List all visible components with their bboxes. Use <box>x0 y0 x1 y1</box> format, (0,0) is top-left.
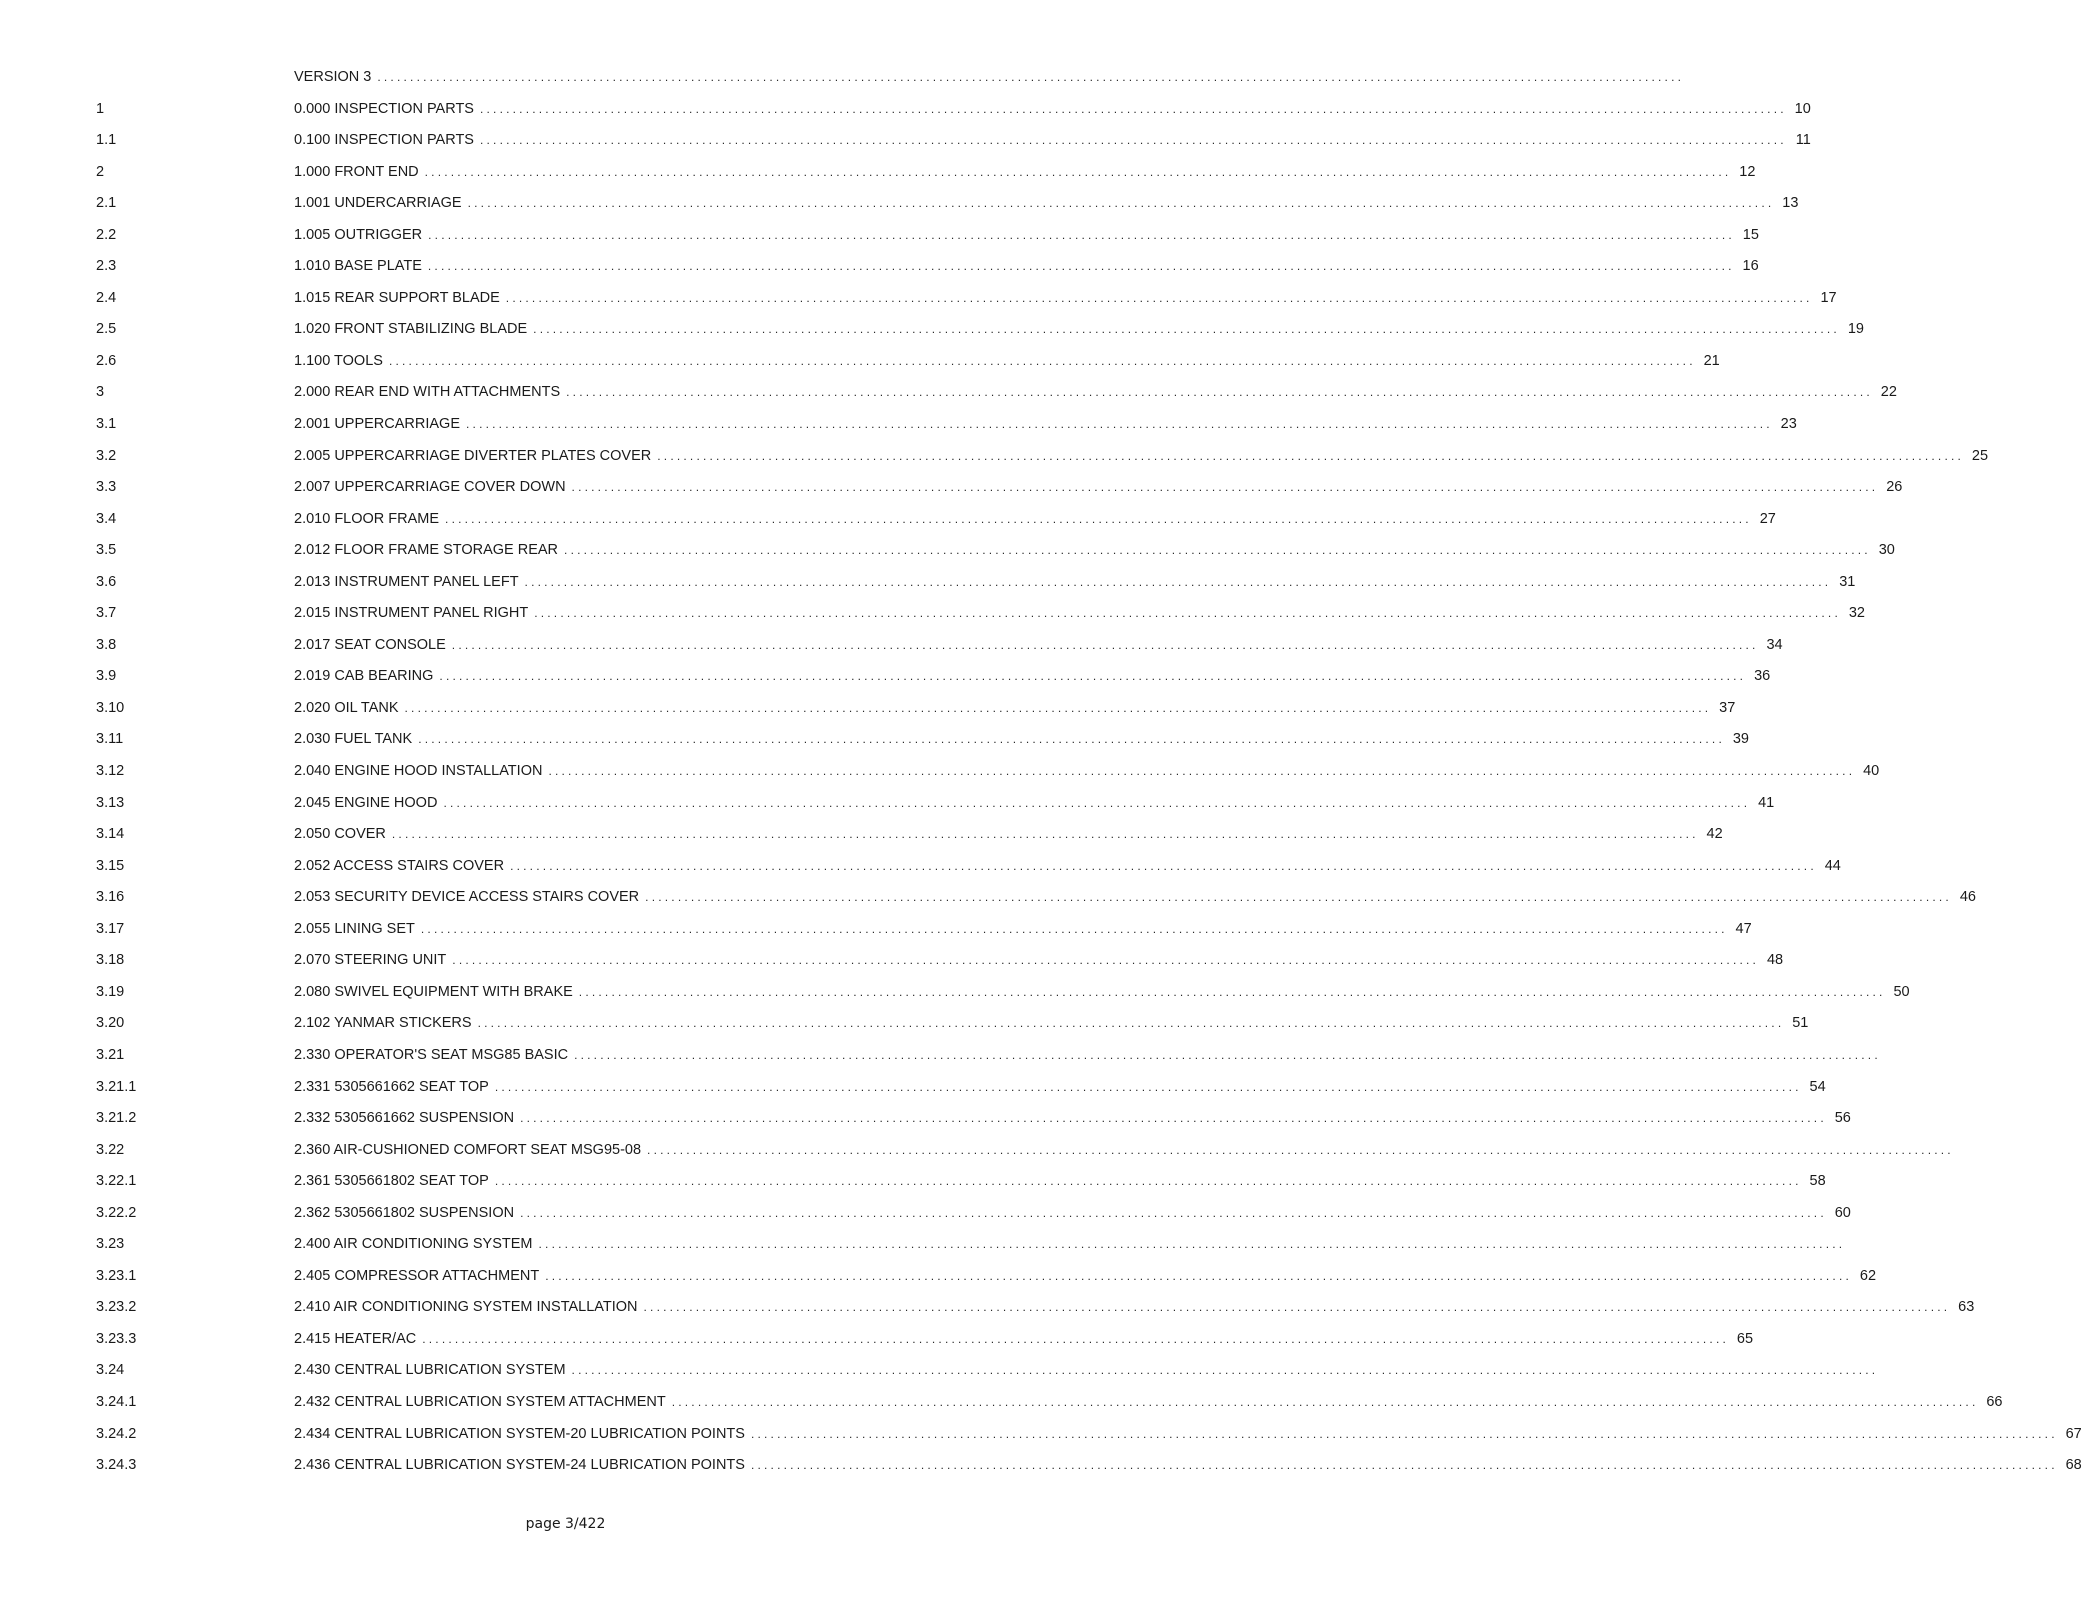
toc-entry-number: 3.23 <box>96 1236 125 1253</box>
toc-entry-number: 3.14 <box>96 826 125 843</box>
toc-entry-line <box>294 283 1837 315</box>
toc-leader-dots: ........................................................................................................................................................................................................ <box>564 543 1871 558</box>
toc-entry[interactable] <box>0 157 1756 189</box>
toc-leader-dots: ........................................................................................................................................................................................................ <box>520 1111 1827 1126</box>
toc-entry-number: 3.23.3 <box>96 1330 137 1347</box>
toc-entry-number: 2.1 <box>96 195 117 212</box>
toc-entry[interactable] <box>0 851 1841 883</box>
toc-entry-title: 2.017 SEAT CONSOLE <box>294 636 446 653</box>
toc-entry-line <box>294 504 1776 536</box>
toc-entry-line <box>294 851 1841 883</box>
toc-entry-title: 2.007 UPPERCARRIAGE COVER DOWN <box>294 479 566 496</box>
toc-entry-title: 2.080 SWIVEL EQUIPMENT WITH BRAKE <box>294 983 573 1000</box>
toc-entry-line <box>294 1229 1846 1261</box>
toc-entry-title: 2.331 5305661662 SEAT TOP <box>294 1078 489 1095</box>
toc-entry[interactable] <box>0 977 1910 1009</box>
toc-entry-title: 1.020 FRONT STABILIZING BLADE <box>294 321 528 338</box>
toc-entry-page: 67 <box>2065 1425 2082 1442</box>
toc-entry-line <box>294 220 1759 252</box>
toc-entry-page: 17 <box>1820 289 1837 306</box>
toc-entry-page: 50 <box>1893 983 1910 1000</box>
toc-entry-page: 60 <box>1834 1204 1851 1221</box>
toc-entry[interactable] <box>0 62 1685 94</box>
toc-entry-number: 2.4 <box>96 289 117 306</box>
toc-entry[interactable] <box>0 724 1749 756</box>
toc-entry-title: 2.053 SECURITY DEVICE ACCESS STAIRS COVER <box>294 889 640 906</box>
toc-entry[interactable] <box>0 1229 1846 1261</box>
toc-entry-page: 66 <box>1986 1393 2003 1410</box>
toc-entry-title: 2.012 FLOOR FRAME STORAGE REAR <box>294 542 559 559</box>
toc-entry-page: 19 <box>1847 321 1864 338</box>
toc-entry-page: 27 <box>1759 510 1776 527</box>
toc-leader-dots: ........................................................................................................................................................................................................ <box>571 480 1879 495</box>
toc-entry[interactable] <box>0 945 1784 977</box>
table-of-contents <box>0 62 2082 1482</box>
toc-entry-number: 3.21.2 <box>96 1110 137 1127</box>
toc-entry[interactable] <box>0 409 1797 441</box>
toc-leader-dots: ........................................................................................................................................................................................................ <box>566 385 1873 400</box>
toc-entry-page: 37 <box>1719 699 1736 716</box>
toc-entry-number: 1 <box>96 100 105 117</box>
toc-entry-line <box>294 914 1752 946</box>
toc-leader-dots: ........................................................................................................................................................................................................ <box>467 196 1775 211</box>
toc-entry[interactable] <box>0 788 1775 820</box>
toc-entry-title: 1.000 FRONT END <box>294 163 419 180</box>
toc-entry[interactable] <box>0 1198 1851 1230</box>
toc-leader-dots: ........................................................................................................................................................................................................ <box>427 259 1735 274</box>
toc-entry-title: 1.001 UNDERCARRIAGE <box>294 195 462 212</box>
toc-entry-number: 3.22.1 <box>96 1173 137 1190</box>
toc-entry-number: 3.1 <box>96 416 117 433</box>
toc-entry-line <box>294 945 1784 977</box>
toc-entry-title: 1.005 OUTRIGGER <box>294 226 423 243</box>
toc-entry-line <box>294 1198 1851 1230</box>
toc-leader-dots: ........................................................................................................................................................................................................ <box>439 669 1747 684</box>
toc-entry[interactable] <box>0 914 1752 946</box>
toc-leader-dots: ........................................................................................................................................................................................................ <box>571 1363 1879 1378</box>
toc-entry[interactable] <box>0 630 1783 662</box>
toc-entry-page: 40 <box>1863 763 1880 780</box>
toc-entry-page: 54 <box>1809 1078 1826 1095</box>
toc-entry-page: 16 <box>1742 258 1759 275</box>
toc-entry-number: 3.19 <box>96 983 125 1000</box>
toc-entry[interactable] <box>0 756 1880 788</box>
toc-entry-title: 1.010 BASE PLATE <box>294 258 422 275</box>
toc-entry-line <box>294 472 1903 504</box>
toc-entry-line <box>294 598 1865 630</box>
toc-entry[interactable] <box>0 188 1799 220</box>
toc-entry-line <box>294 693 1736 725</box>
toc-entry-line <box>294 882 1976 914</box>
toc-entry-title: 2.010 FLOOR FRAME <box>294 510 440 527</box>
toc-entry-title: 1.100 TOOLS <box>294 352 383 369</box>
toc-entry-line <box>294 441 1989 473</box>
toc-leader-dots: ........................................................................................................................................................................................................ <box>548 764 1856 779</box>
toc-entry-line <box>294 724 1749 756</box>
toc-entry[interactable] <box>0 283 1837 315</box>
toc-entry-page: 31 <box>1839 573 1856 590</box>
toc-entry-number: 3.18 <box>96 952 125 969</box>
toc-entry-number: 3.5 <box>96 542 117 559</box>
toc-entry[interactable] <box>0 1103 1851 1135</box>
toc-entry-number: 3.12 <box>96 763 125 780</box>
toc-entry[interactable] <box>0 1292 1975 1324</box>
toc-entry[interactable] <box>0 1355 1879 1387</box>
toc-entry-page: 21 <box>1703 352 1720 369</box>
toc-entry-line <box>294 62 1685 94</box>
toc-entry[interactable] <box>0 1040 1881 1072</box>
toc-entry[interactable] <box>0 94 1811 126</box>
toc-leader-dots: ........................................................................................................................................................................................................ <box>578 984 1886 999</box>
toc-entry-title: 2.045 ENGINE HOOD <box>294 794 438 811</box>
toc-leader-dots: ........................................................................................................................................................................................................ <box>479 133 1787 148</box>
toc-entry-line <box>294 1008 1809 1040</box>
toc-entry[interactable] <box>0 1419 2082 1451</box>
toc-entry-page: 44 <box>1824 857 1841 874</box>
toc-entry-line <box>294 630 1783 662</box>
toc-entry-number: 3.7 <box>96 605 117 622</box>
toc-leader-dots: ........................................................................................................................................................................................................ <box>520 1205 1827 1220</box>
toc-entry-page: 10 <box>1794 100 1811 117</box>
toc-entry-line <box>294 251 1759 283</box>
toc-entry[interactable] <box>0 535 1895 567</box>
page-number: page 3/422 <box>525 1516 606 1532</box>
toc-entry-line <box>294 819 1723 851</box>
toc-entry-page: 12 <box>1739 163 1756 180</box>
toc-entry[interactable] <box>0 504 1776 536</box>
toc-leader-dots: ........................................................................................................................................................................................................ <box>494 1174 1802 1189</box>
toc-entry-number: 3.3 <box>96 479 117 496</box>
toc-entry[interactable] <box>0 251 1759 283</box>
toc-entry-number: 3.21.1 <box>96 1078 137 1095</box>
toc-leader-dots: ........................................................................................................................................................................................................ <box>404 700 1712 715</box>
toc-entry-page: 63 <box>1958 1299 1975 1316</box>
toc-leader-dots: ........................................................................................................................................................................................................ <box>418 732 1725 747</box>
toc-entry-page: 58 <box>1809 1173 1826 1190</box>
toc-entry-line <box>294 1419 2082 1451</box>
toc-entry-title: 2.330 OPERATOR'S SEAT MSG85 BASIC <box>294 1046 569 1063</box>
toc-leader-dots: ........................................................................................................................................................................................................ <box>750 1458 2058 1473</box>
toc-entry[interactable] <box>0 125 1811 157</box>
toc-leader-dots: ........................................................................................................................................................................................................ <box>545 1268 1853 1283</box>
toc-entry-line <box>294 535 1895 567</box>
toc-entry-line <box>294 1450 2082 1482</box>
toc-leader-dots: ........................................................................................................................................................................................................ <box>657 448 1965 463</box>
toc-entry-number: 2 <box>96 163 105 180</box>
toc-leader-dots: ........................................................................................................................................................................................................ <box>750 1426 2058 1441</box>
toc-leader-dots: ........................................................................................................................................................................................................ <box>524 574 1832 589</box>
toc-entry-line <box>294 1261 1877 1293</box>
toc-entry-title: 2.405 COMPRESSOR ATTACHMENT <box>294 1267 540 1284</box>
toc-leader-dots: ........................................................................................................................................................................................................ <box>466 417 1773 432</box>
toc-entry-page: 51 <box>1792 1015 1809 1032</box>
toc-entry-number: 3.4 <box>96 510 117 527</box>
toc-entry[interactable] <box>0 819 1723 851</box>
toc-entry-number: 3.21 <box>96 1046 125 1063</box>
toc-entry[interactable] <box>0 598 1865 630</box>
toc-entry-number: 3.11 <box>96 731 124 748</box>
toc-entry-page: 25 <box>1971 447 1989 464</box>
toc-entry-number: 3.16 <box>96 889 125 906</box>
toc-entry-title: 0.000 INSPECTION PARTS <box>294 100 474 117</box>
toc-entry-page: 22 <box>1880 384 1897 401</box>
toc-entry-page: 62 <box>1859 1267 1877 1284</box>
toc-leader-dots: ........................................................................................................................................................................................................ <box>377 70 1685 84</box>
toc-entry-title: 2.415 HEATER/AC <box>294 1330 417 1347</box>
toc-entry-title: 2.055 LINING SET <box>294 920 415 937</box>
toc-leader-dots: ........................................................................................................................................................................................................ <box>533 322 1840 337</box>
toc-leader-dots: ........................................................................................................................................................................................................ <box>510 858 1817 873</box>
toc-entry-title: 2.432 CENTRAL LUBRICATION SYSTEM ATTACHMENT <box>294 1393 666 1410</box>
toc-entry-line <box>294 1040 1881 1072</box>
toc-entry-page: 34 <box>1766 636 1783 653</box>
toc-entry-line <box>294 1387 2003 1419</box>
toc-entry[interactable] <box>0 1387 2003 1419</box>
toc-entry-number: 3.17 <box>96 920 125 937</box>
toc-entry[interactable] <box>0 220 1759 252</box>
toc-entry-number: 2.3 <box>96 258 117 275</box>
toc-entry-title: 2.434 CENTRAL LUBRICATION SYSTEM-20 LUBRICATION POINTS <box>294 1425 745 1442</box>
toc-entry-number: 2.5 <box>96 321 117 338</box>
toc-entry-number: 3.22 <box>96 1141 125 1158</box>
toc-entry-line <box>294 125 1811 157</box>
toc-entry-number: 3.23.1 <box>96 1267 137 1284</box>
toc-entry[interactable] <box>0 882 1976 914</box>
toc-entry-line <box>294 756 1880 788</box>
toc-entry[interactable] <box>0 693 1736 725</box>
toc-entry-line <box>294 157 1756 189</box>
toc-entry-number: 3.24 <box>96 1362 125 1379</box>
toc-entry-title: 2.019 CAB BEARING <box>294 668 434 685</box>
toc-entry-page: 36 <box>1754 668 1771 685</box>
toc-entry-title: 2.400 AIR CONDITIONING SYSTEM <box>294 1236 533 1253</box>
toc-entry[interactable] <box>0 472 1903 504</box>
toc-entry-page: 32 <box>1848 605 1865 622</box>
toc-leader-dots: ........................................................................................................................................................................................................ <box>645 890 1952 905</box>
toc-entry[interactable] <box>0 314 1864 346</box>
toc-entry-number: 3.24.2 <box>96 1425 137 1442</box>
toc-leader-dots: ........................................................................................................................................................................................................ <box>479 101 1787 116</box>
toc-entry-line <box>294 346 1720 378</box>
toc-entry-line <box>294 1103 1851 1135</box>
toc-entry-title: 2.052 ACCESS STAIRS COVER <box>294 857 505 874</box>
toc-entry-line <box>294 377 1897 409</box>
toc-leader-dots: ........................................................................................................................................................................................................ <box>424 164 1732 179</box>
toc-entry-line <box>294 409 1797 441</box>
toc-entry-page: 13 <box>1782 195 1799 212</box>
toc-leader-dots: ........................................................................................................................................................................................................ <box>391 827 1699 842</box>
toc-leader-dots: ........................................................................................................................................................................................................ <box>477 1016 1785 1031</box>
toc-entry-line <box>294 314 1864 346</box>
toc-entry-title: VERSION 3 <box>294 69 372 85</box>
toc-leader-dots: ........................................................................................................................................................................................................ <box>428 227 1735 242</box>
toc-entry[interactable] <box>0 1135 1954 1167</box>
toc-entry-number: 3.6 <box>96 573 117 590</box>
toc-leader-dots: ........................................................................................................................................................................................................ <box>494 1079 1802 1094</box>
toc-entry-title: 2.005 UPPERCARRIAGE DIVERTER PLATES COVER <box>294 447 652 464</box>
toc-entry[interactable] <box>0 1261 1877 1293</box>
toc-entry-page: 30 <box>1878 542 1895 559</box>
toc-entry-number: 3.10 <box>96 699 125 716</box>
toc-leader-dots: ........................................................................................................................................................................................................ <box>452 953 1760 968</box>
toc-entry-title: 2.020 OIL TANK <box>294 699 399 716</box>
toc-entry-title: 2.436 CENTRAL LUBRICATION SYSTEM-24 LUBRICATION POINTS <box>294 1457 745 1474</box>
toc-leader-dots: ........................................................................................................................................................................................................ <box>534 606 1841 621</box>
toc-entry-number: 3.13 <box>96 794 125 811</box>
toc-entry-page: 15 <box>1742 226 1759 243</box>
toc-entry-page: 11 <box>1795 132 1811 149</box>
toc-entry-title: 2.360 AIR-CUSHIONED COMFORT SEAT MSG95-08 <box>294 1141 642 1158</box>
toc-entry[interactable] <box>0 567 1856 599</box>
toc-entry[interactable] <box>0 346 1720 378</box>
toc-entry-title: 2.015 INSTRUMENT PANEL RIGHT <box>294 605 529 622</box>
toc-entry-title: 2.102 YANMAR STICKERS <box>294 1015 472 1032</box>
toc-entry-line <box>294 788 1775 820</box>
toc-leader-dots: ........................................................................................................................................................................................................ <box>445 511 1752 526</box>
toc-entry-title: 2.013 INSTRUMENT PANEL LEFT <box>294 573 519 590</box>
toc-entry-number: 3.2 <box>96 447 117 464</box>
toc-entry-title: 2.430 CENTRAL LUBRICATION SYSTEM <box>294 1362 566 1379</box>
toc-entry-page: 47 <box>1735 920 1752 937</box>
toc-entry[interactable] <box>0 661 1771 693</box>
toc-entry-title: 2.030 FUEL TANK <box>294 731 413 748</box>
toc-leader-dots: ........................................................................................................................................................................................................ <box>538 1237 1846 1252</box>
toc-entry-number: 3.15 <box>96 857 125 874</box>
toc-entry-line <box>294 1292 1975 1324</box>
toc-entry-line <box>294 661 1771 693</box>
toc-leader-dots: ........................................................................................................................................................................................................ <box>671 1394 1979 1409</box>
toc-entry-number: 3.9 <box>96 668 117 685</box>
toc-entry-page: 42 <box>1706 826 1723 843</box>
toc-entry-page: 48 <box>1766 952 1784 969</box>
toc-entry-page: 26 <box>1886 479 1903 496</box>
toc-entry-title: 0.100 INSPECTION PARTS <box>294 132 474 149</box>
toc-leader-dots: ........................................................................................................................................................................................................ <box>505 290 1813 305</box>
toc-entry[interactable] <box>0 1166 1826 1198</box>
toc-entry-number: 3.23.2 <box>96 1299 137 1316</box>
toc-entry-page: 23 <box>1780 416 1797 433</box>
toc-entry-line <box>294 567 1856 599</box>
toc-entry-number: 1.1 <box>96 132 117 149</box>
toc-entry-title: 2.332 5305661662 SUSPENSION <box>294 1110 515 1127</box>
toc-entry-title: 2.050 COVER <box>294 826 386 843</box>
toc-entry-number: 3.20 <box>96 1015 125 1032</box>
toc-leader-dots: ........................................................................................................................................................................................................ <box>388 353 1696 368</box>
toc-entry-title: 2.000 REAR END WITH ATTACHMENTS <box>294 384 561 401</box>
toc-entry-number: 3.22.2 <box>96 1204 137 1221</box>
toc-entry-line <box>294 1072 1826 1104</box>
toc-entry-number: 2.2 <box>96 226 117 243</box>
toc-leader-dots: ........................................................................................................................................................................................................ <box>420 921 1728 936</box>
toc-entry-title: 2.001 UPPERCARRIAGE <box>294 416 461 433</box>
toc-entry[interactable] <box>0 1072 1826 1104</box>
toc-entry[interactable] <box>0 1450 2082 1482</box>
toc-entry-page: 41 <box>1758 794 1775 811</box>
toc-entry-page: 46 <box>1959 889 1976 906</box>
toc-entry-number: 2.6 <box>96 352 117 369</box>
toc-entry-page: 56 <box>1834 1110 1851 1127</box>
toc-entry-title: 1.015 REAR SUPPORT BLADE <box>294 289 500 306</box>
toc-entry-page: 65 <box>1736 1330 1754 1347</box>
toc-leader-dots: ........................................................................................................................................................................................................ <box>574 1047 1881 1062</box>
toc-leader-dots: ........................................................................................................................................................................................................ <box>443 795 1751 810</box>
toc-entry-line <box>294 1166 1826 1198</box>
toc-entry-page: 68 <box>2065 1457 2082 1474</box>
toc-entry[interactable] <box>0 377 1897 409</box>
toc-entry-line <box>294 1324 1754 1356</box>
toc-leader-dots: ........................................................................................................................................................................................................ <box>647 1142 1954 1157</box>
toc-entry-line <box>294 1135 1954 1167</box>
toc-entry[interactable] <box>0 1324 1754 1356</box>
toc-entry-line <box>294 1355 1879 1387</box>
toc-entry[interactable] <box>0 441 1989 473</box>
toc-entry-number: 3 <box>96 384 105 401</box>
toc-entry-title: 2.361 5305661802 SEAT TOP <box>294 1173 489 1190</box>
toc-entry-number: 3.8 <box>96 636 117 653</box>
toc-entry-line <box>294 188 1799 220</box>
toc-leader-dots: ........................................................................................................................................................................................................ <box>643 1300 1951 1315</box>
toc-entry-title: 2.070 STEERING UNIT <box>294 952 447 969</box>
toc-rows <box>0 62 2082 1482</box>
toc-leader-dots: ........................................................................................................................................................................................................ <box>422 1331 1730 1346</box>
toc-entry-title: 2.040 ENGINE HOOD INSTALLATION <box>294 763 543 780</box>
toc-entry-line <box>294 94 1811 126</box>
toc-entry[interactable] <box>0 1008 1809 1040</box>
toc-entry-title: 2.362 5305661802 SUSPENSION <box>294 1204 515 1221</box>
toc-entry-page: 39 <box>1732 731 1749 748</box>
toc-entry-line <box>294 977 1910 1009</box>
toc-leader-dots: ........................................................................................................................................................................................................ <box>451 637 1759 652</box>
toc-entry-title: 2.410 AIR CONDITIONING SYSTEM INSTALLATION <box>294 1299 638 1316</box>
toc-entry-number: 3.24.1 <box>96 1393 137 1410</box>
toc-entry-number: 3.24.3 <box>96 1457 137 1474</box>
